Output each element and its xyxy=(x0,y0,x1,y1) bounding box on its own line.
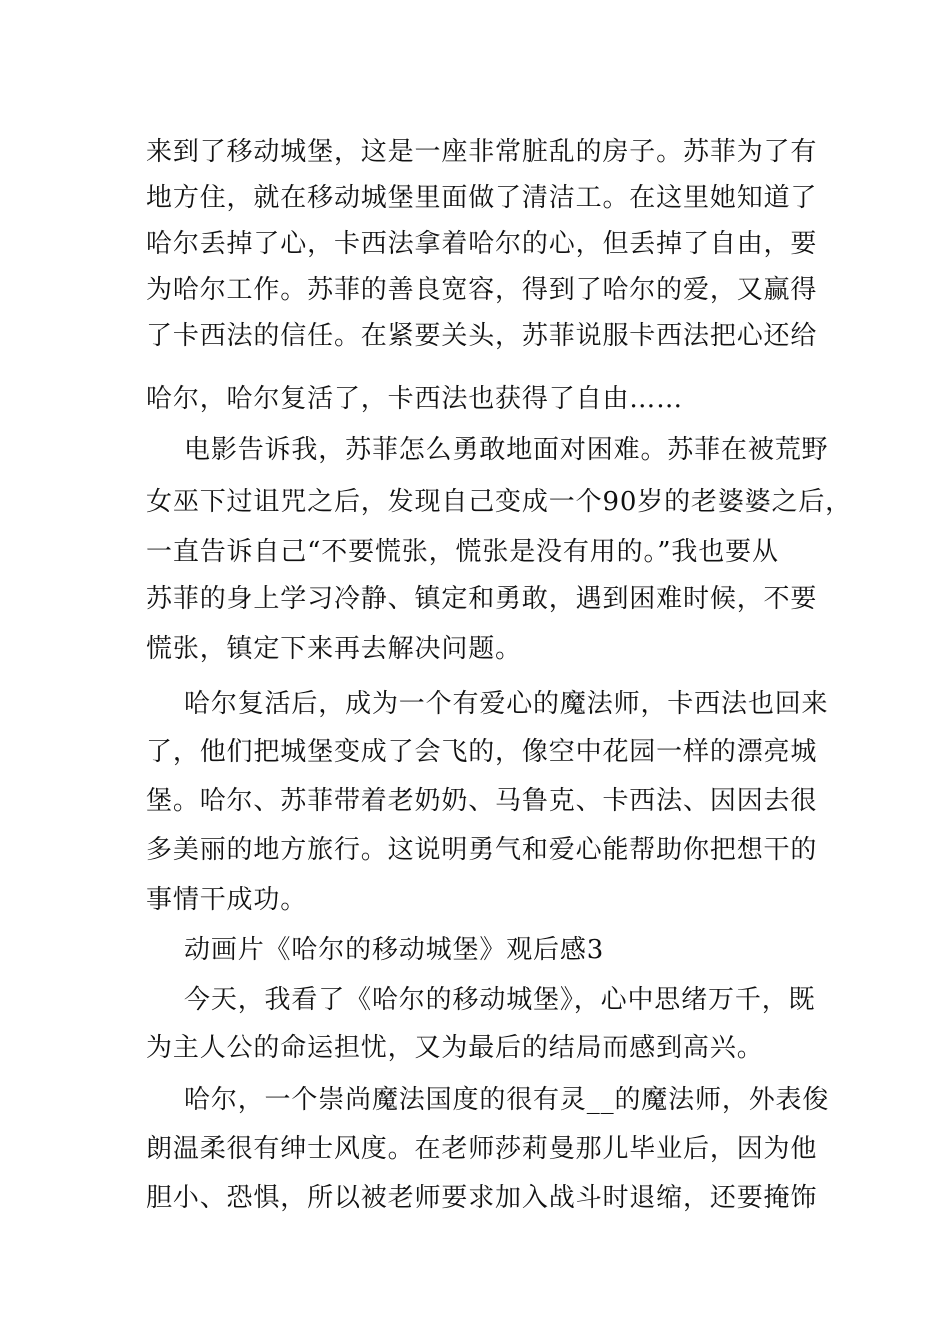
text-line: 多美丽的地方旅行。这说明勇气和爱心能帮助你把想干的 xyxy=(146,835,818,865)
paragraph-first-line: 哈尔，一个崇尚魔法国度的很有灵__的魔法师，外表俊 xyxy=(184,1085,830,1115)
text-line: 女巫下过诅咒之后，发现自己变成一个90岁的老婆婆之后， xyxy=(146,487,853,517)
paragraph-first-line: 电影告诉我，苏菲怎么勇敢地面对困难。苏菲在被荒野 xyxy=(184,435,829,465)
text-line: 堡。哈尔、苏菲带着老奶奶、马鲁克、卡西法、因因去很 xyxy=(146,786,818,816)
text-line: 哈尔丢掉了心，卡西法拿着哈尔的心，但丢掉了自由，要 xyxy=(146,229,818,259)
text-line: 了卡西法的信任。在紧要关头，苏菲说服卡西法把心还给 xyxy=(146,321,818,351)
text-line: 胆小、恐惧，所以被老师要求加入战斗时退缩，还要掩饰 xyxy=(146,1183,818,1213)
text-line: 朗温柔很有绅士风度。在老师莎莉曼那儿毕业后，因为他 xyxy=(146,1134,818,1164)
text-line: 了，他们把城堡变成了会飞的，像空中花园一样的漂亮城 xyxy=(146,737,818,767)
text-line: 地方住，就在移动城堡里面做了清洁工。在这里她知道了 xyxy=(146,183,818,213)
section-heading: 动画片《哈尔的移动城堡》观后感3 xyxy=(184,935,605,965)
text-line: 苏菲的身上学习冷静、镇定和勇敢，遇到困难时候，不要 xyxy=(146,584,818,614)
text-line: 为哈尔工作。苏菲的善良宽容，得到了哈尔的爱，又赢得 xyxy=(146,275,818,305)
text-line: 为主人公的命运担忧，又为最后的结局而感到高兴。 xyxy=(146,1033,764,1063)
text-line: 来到了移动城堡，这是一座非常脏乱的房子。苏菲为了有 xyxy=(146,137,818,167)
text-line: 哈尔，哈尔复活了，卡西法也获得了自由…… xyxy=(146,384,684,414)
text-line: 事情干成功。 xyxy=(146,885,308,915)
text-line: 慌张，镇定下来再去解决问题。 xyxy=(146,634,522,664)
paragraph-first-line: 哈尔复活后，成为一个有爱心的魔法师，卡西法也回来 xyxy=(184,689,829,719)
text-line: 一直告诉自己“不要慌张，慌张是没有用的。”我也要从 xyxy=(146,537,779,567)
paragraph-first-line: 今天，我看了《哈尔的移动城堡》，心中思绪万千，既 xyxy=(184,985,816,1015)
